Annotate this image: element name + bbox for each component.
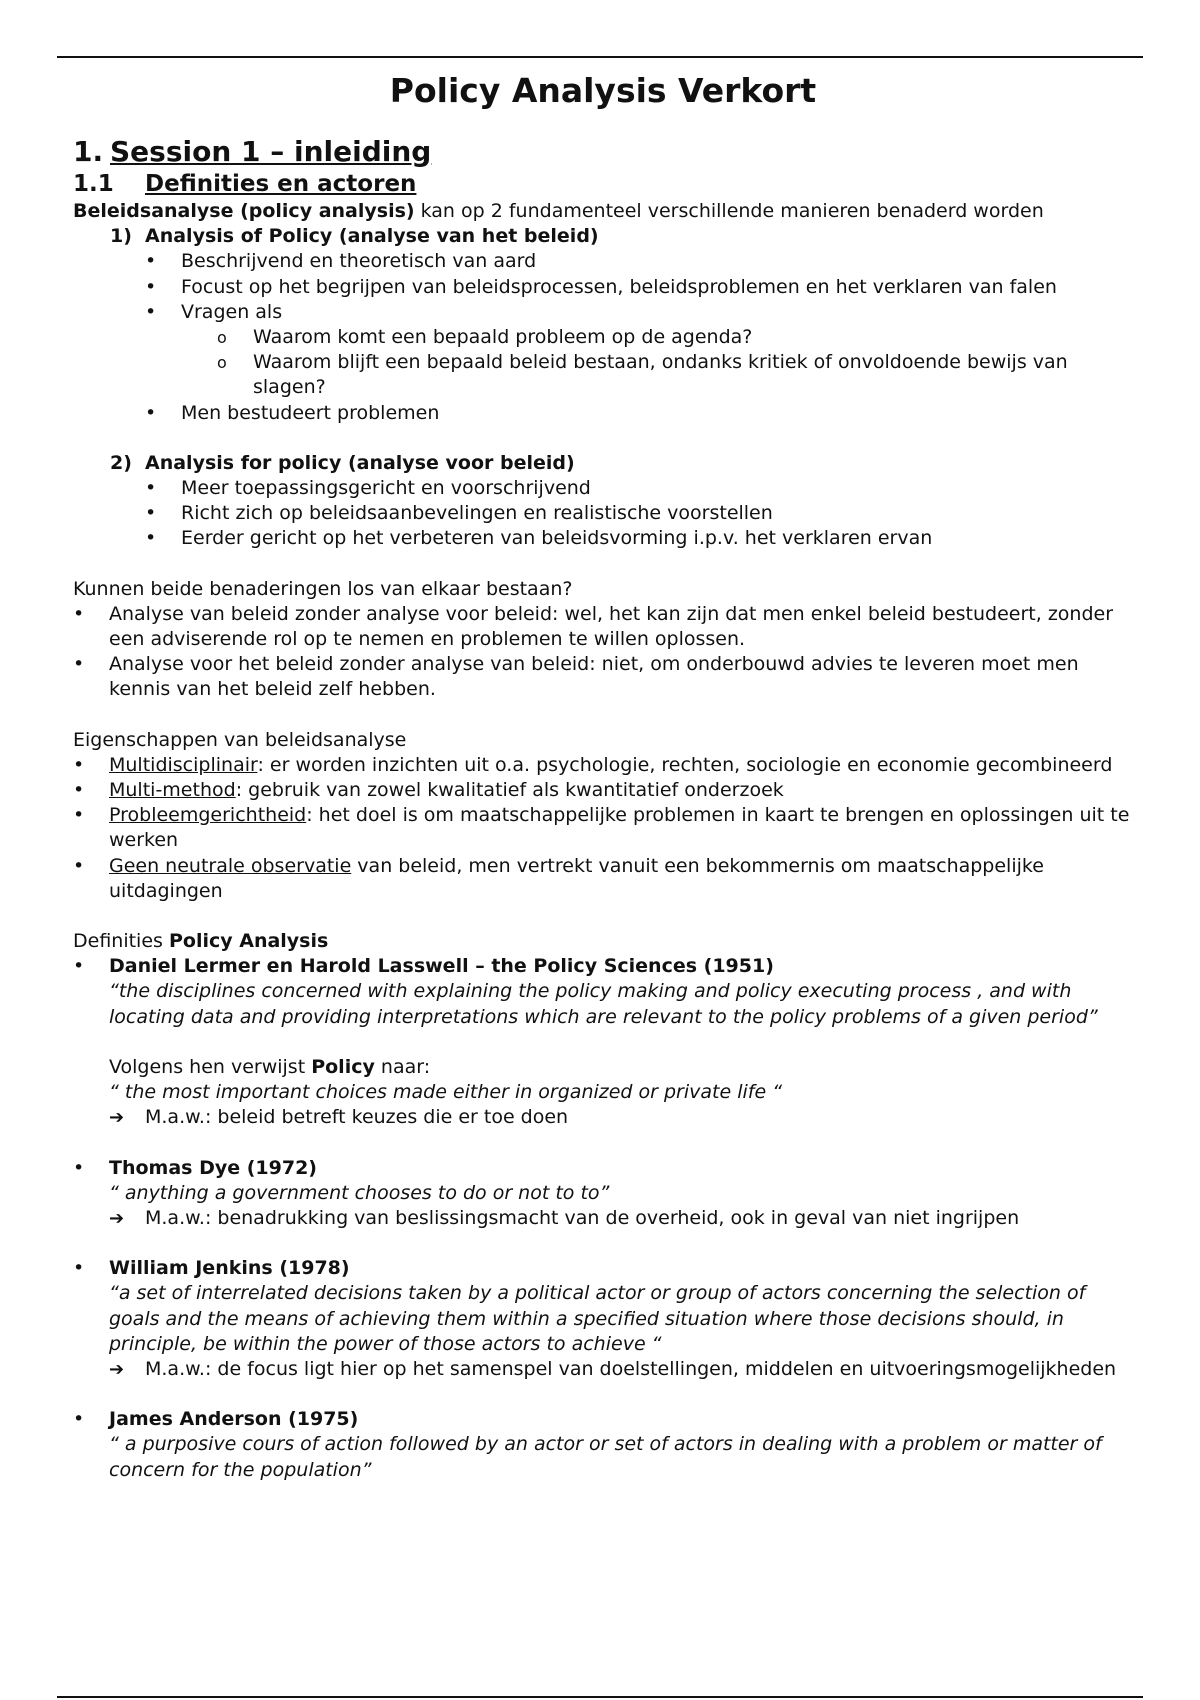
list-item-text: Waarom komt een bepaald probleem op de agenda? — [253, 326, 753, 349]
definition-item — [73, 954, 1133, 1155]
approach-item — [110, 451, 1133, 552]
section-number: 1. — [73, 135, 104, 168]
bullet-icon: • — [145, 527, 157, 550]
list-item-text: Beschrijvend en theoretisch van aard — [181, 250, 537, 273]
list-item — [73, 778, 1133, 803]
list-item — [73, 753, 1133, 778]
bullet-icon: • — [73, 1408, 85, 1431]
policy-term: Policy — [311, 1055, 375, 1078]
property-term: Geen neutrale observatie — [109, 854, 352, 877]
arrow-icon: ➔ — [109, 1207, 125, 1229]
arrow-note — [109, 1206, 1133, 1231]
list-item-text: Focust op het begrijpen van beleidsprocessen, beleidsproblemen en het verklaren van falen — [181, 275, 1057, 298]
bullet-icon: • — [73, 955, 85, 978]
list-item — [145, 526, 1133, 551]
list-item — [145, 275, 1133, 300]
list-item-text: : gebruik van zowel kwalitatief als kwantitatief onderzoek — [235, 779, 784, 802]
definition-item — [73, 1256, 1133, 1407]
approaches-list — [73, 224, 1133, 551]
definition-item — [73, 1407, 1133, 1483]
policy-note — [109, 1055, 1133, 1080]
definition-quote: “ the most important choices made either in organized or private life “ — [109, 1081, 783, 1104]
document-title: Policy Analysis Verkort — [389, 71, 817, 110]
bullet-icon: • — [145, 401, 157, 424]
list-item — [145, 401, 1133, 426]
arrow-icon: ➔ — [109, 1107, 125, 1129]
question-paragraph: Kunnen beide benaderingen los van elkaar bestaan? — [73, 577, 573, 600]
properties-list — [73, 753, 1133, 904]
list-item-text: : er worden inzichten uit o.a. psychologie, rechten, sociologie en economie gecombineerd — [257, 753, 1113, 776]
list-item-text: : het doel is om maatschappelijke problemen in kaart te brengen en oplossingen uit te werken — [109, 804, 1130, 852]
top-rule — [57, 56, 1143, 58]
definitions-heading — [73, 929, 1133, 954]
list-item — [145, 300, 1133, 401]
list-item-text: Eerder gericht op het verbeteren van beleidsvorming i.p.v. het verklaren ervan — [181, 527, 933, 550]
definition-item — [73, 1156, 1133, 1257]
bullet-icon: • — [73, 1156, 85, 1179]
circle-bullet-icon: o — [217, 328, 227, 348]
definition-quote: “ a purposive cours of action followed by an actor or set of actors in dealing with a problem or matter of concern for the population” — [109, 1433, 1102, 1481]
document-body — [73, 70, 1133, 1483]
bullet-icon: • — [145, 477, 157, 500]
policy-note-text: Volgens hen verwijst — [109, 1055, 312, 1078]
properties-heading: Eigenschappen van beleidsanalyse — [73, 728, 407, 751]
bullet-icon: • — [73, 804, 85, 827]
sub-list-item — [217, 350, 1133, 400]
property-term: Multidisciplinair — [109, 753, 258, 776]
list-item — [145, 249, 1133, 274]
circle-bullet-icon: o — [217, 353, 227, 373]
intro-paragraph — [73, 199, 1133, 224]
subsection-number: 1.1 — [73, 171, 114, 197]
list-item-text: Analyse voor het beleid zonder analyse van beleid: niet, om onderbouwd advies te leveren moet men kennis van het beleid zelf hebben. — [109, 653, 1079, 701]
policy-note-text: naar: — [374, 1055, 431, 1078]
sub-list-item — [217, 325, 1133, 350]
intro-text: kan op 2 fundamenteel verschillende manieren benaderd worden — [414, 200, 1044, 222]
approach-title: Analysis of Policy (analyse van het beleid) — [145, 225, 599, 248]
definitions-list — [73, 954, 1133, 1482]
list-item-text: Analyse van beleid zonder analyse voor beleid: wel, het kan zijn dat men enkel beleid bestudeert, zonder een adviserende rol op te nemen en problemen te willen oplossen. — [109, 602, 1114, 651]
property-term: Probleemgerichtheid — [109, 804, 307, 827]
arrow-note — [109, 1357, 1133, 1382]
subsection-heading — [73, 170, 1133, 199]
definition-author: William Jenkins (1978) — [109, 1257, 350, 1280]
approach-bullets — [145, 476, 1133, 552]
question-bullets — [73, 602, 1133, 703]
list-item — [145, 501, 1133, 526]
bullet-icon: • — [145, 300, 157, 323]
approach-number: 2) — [110, 451, 132, 474]
list-item-text: Vragen als — [181, 300, 283, 323]
approach-bullets — [145, 249, 1133, 425]
approach-item — [110, 224, 1133, 451]
list-item — [73, 803, 1133, 853]
bullet-icon: • — [73, 653, 85, 676]
list-item-text: van beleid, men vertrekt vanuit een bekommernis om maatschappelijke uitdagingen — [109, 854, 1044, 902]
subsection-title: Definities en actoren — [145, 171, 417, 197]
definition-author: Daniel Lermer en Harold Lasswell – the Policy Sciences (1951) — [109, 955, 774, 978]
list-item — [73, 602, 1133, 652]
definition-quote: “a set of interrelated decisions taken by a political actor or group of actors concerning the selection of goals and the means of achieving them within a specified situation where those decisions should, in principle, be within the power of those actors to achieve “ — [109, 1282, 1086, 1355]
definition-quote: “ anything a government chooses to do or not to to” — [109, 1181, 610, 1204]
definition-author: James Anderson (1975) — [109, 1408, 359, 1431]
sub-bullets — [181, 325, 1133, 401]
bullet-icon: • — [73, 602, 85, 625]
arrow-note-text: M.a.w.: beleid betreft keuzes die er toe doen — [145, 1106, 569, 1129]
arrow-note — [109, 1105, 1133, 1130]
list-item-text: Richt zich op beleidsaanbevelingen en realistische voorstellen — [181, 502, 773, 525]
bullet-icon: • — [145, 502, 157, 525]
bottom-rule — [57, 1696, 1143, 1698]
property-term: Multi-method — [109, 779, 236, 802]
list-item-text: Waarom blijft een bepaald beleid bestaan, ondanks kritiek of onvoldoende bewijs van slagen? — [253, 351, 1068, 399]
approach-title: Analysis for policy (analyse voor beleid) — [145, 451, 575, 474]
arrow-note-text: M.a.w.: benadrukking van beslissingsmacht van de overheid, ook in geval van niet ingrijpen — [145, 1206, 1020, 1229]
bullet-icon: • — [73, 779, 85, 802]
definitions-heading-text: Definities — [73, 930, 169, 953]
list-item — [73, 854, 1133, 904]
definitions-heading-term: Policy Analysis — [168, 930, 329, 953]
arrow-note-text: M.a.w.: de focus ligt hier op het samenspel van doelstellingen, middelen en uitvoeringsmogelijkheden — [145, 1357, 1117, 1380]
list-item-text: Meer toepassingsgericht en voorschrijvend — [181, 477, 591, 500]
arrow-icon: ➔ — [109, 1358, 125, 1380]
bullet-icon: • — [73, 753, 85, 776]
bullet-icon: • — [73, 854, 85, 877]
list-item-text: Men bestudeert problemen — [181, 401, 440, 424]
definition-author: Thomas Dye (1972) — [109, 1156, 317, 1179]
list-item — [73, 652, 1133, 702]
bullet-icon: • — [145, 275, 157, 298]
list-item — [145, 476, 1133, 501]
section-heading — [73, 134, 1133, 170]
approach-number: 1) — [110, 225, 132, 248]
definition-quote: “the disciplines concerned with explaining the policy making and policy executing process , and with locating data and providing interpretations which are relevant to the policy problems of a given period” — [109, 980, 1098, 1028]
intro-term: Beleidsanalyse (policy analysis) — [73, 200, 415, 222]
bullet-icon: • — [145, 250, 157, 273]
bullet-icon: • — [73, 1257, 85, 1280]
section-title: Session 1 – inleiding — [110, 135, 432, 168]
